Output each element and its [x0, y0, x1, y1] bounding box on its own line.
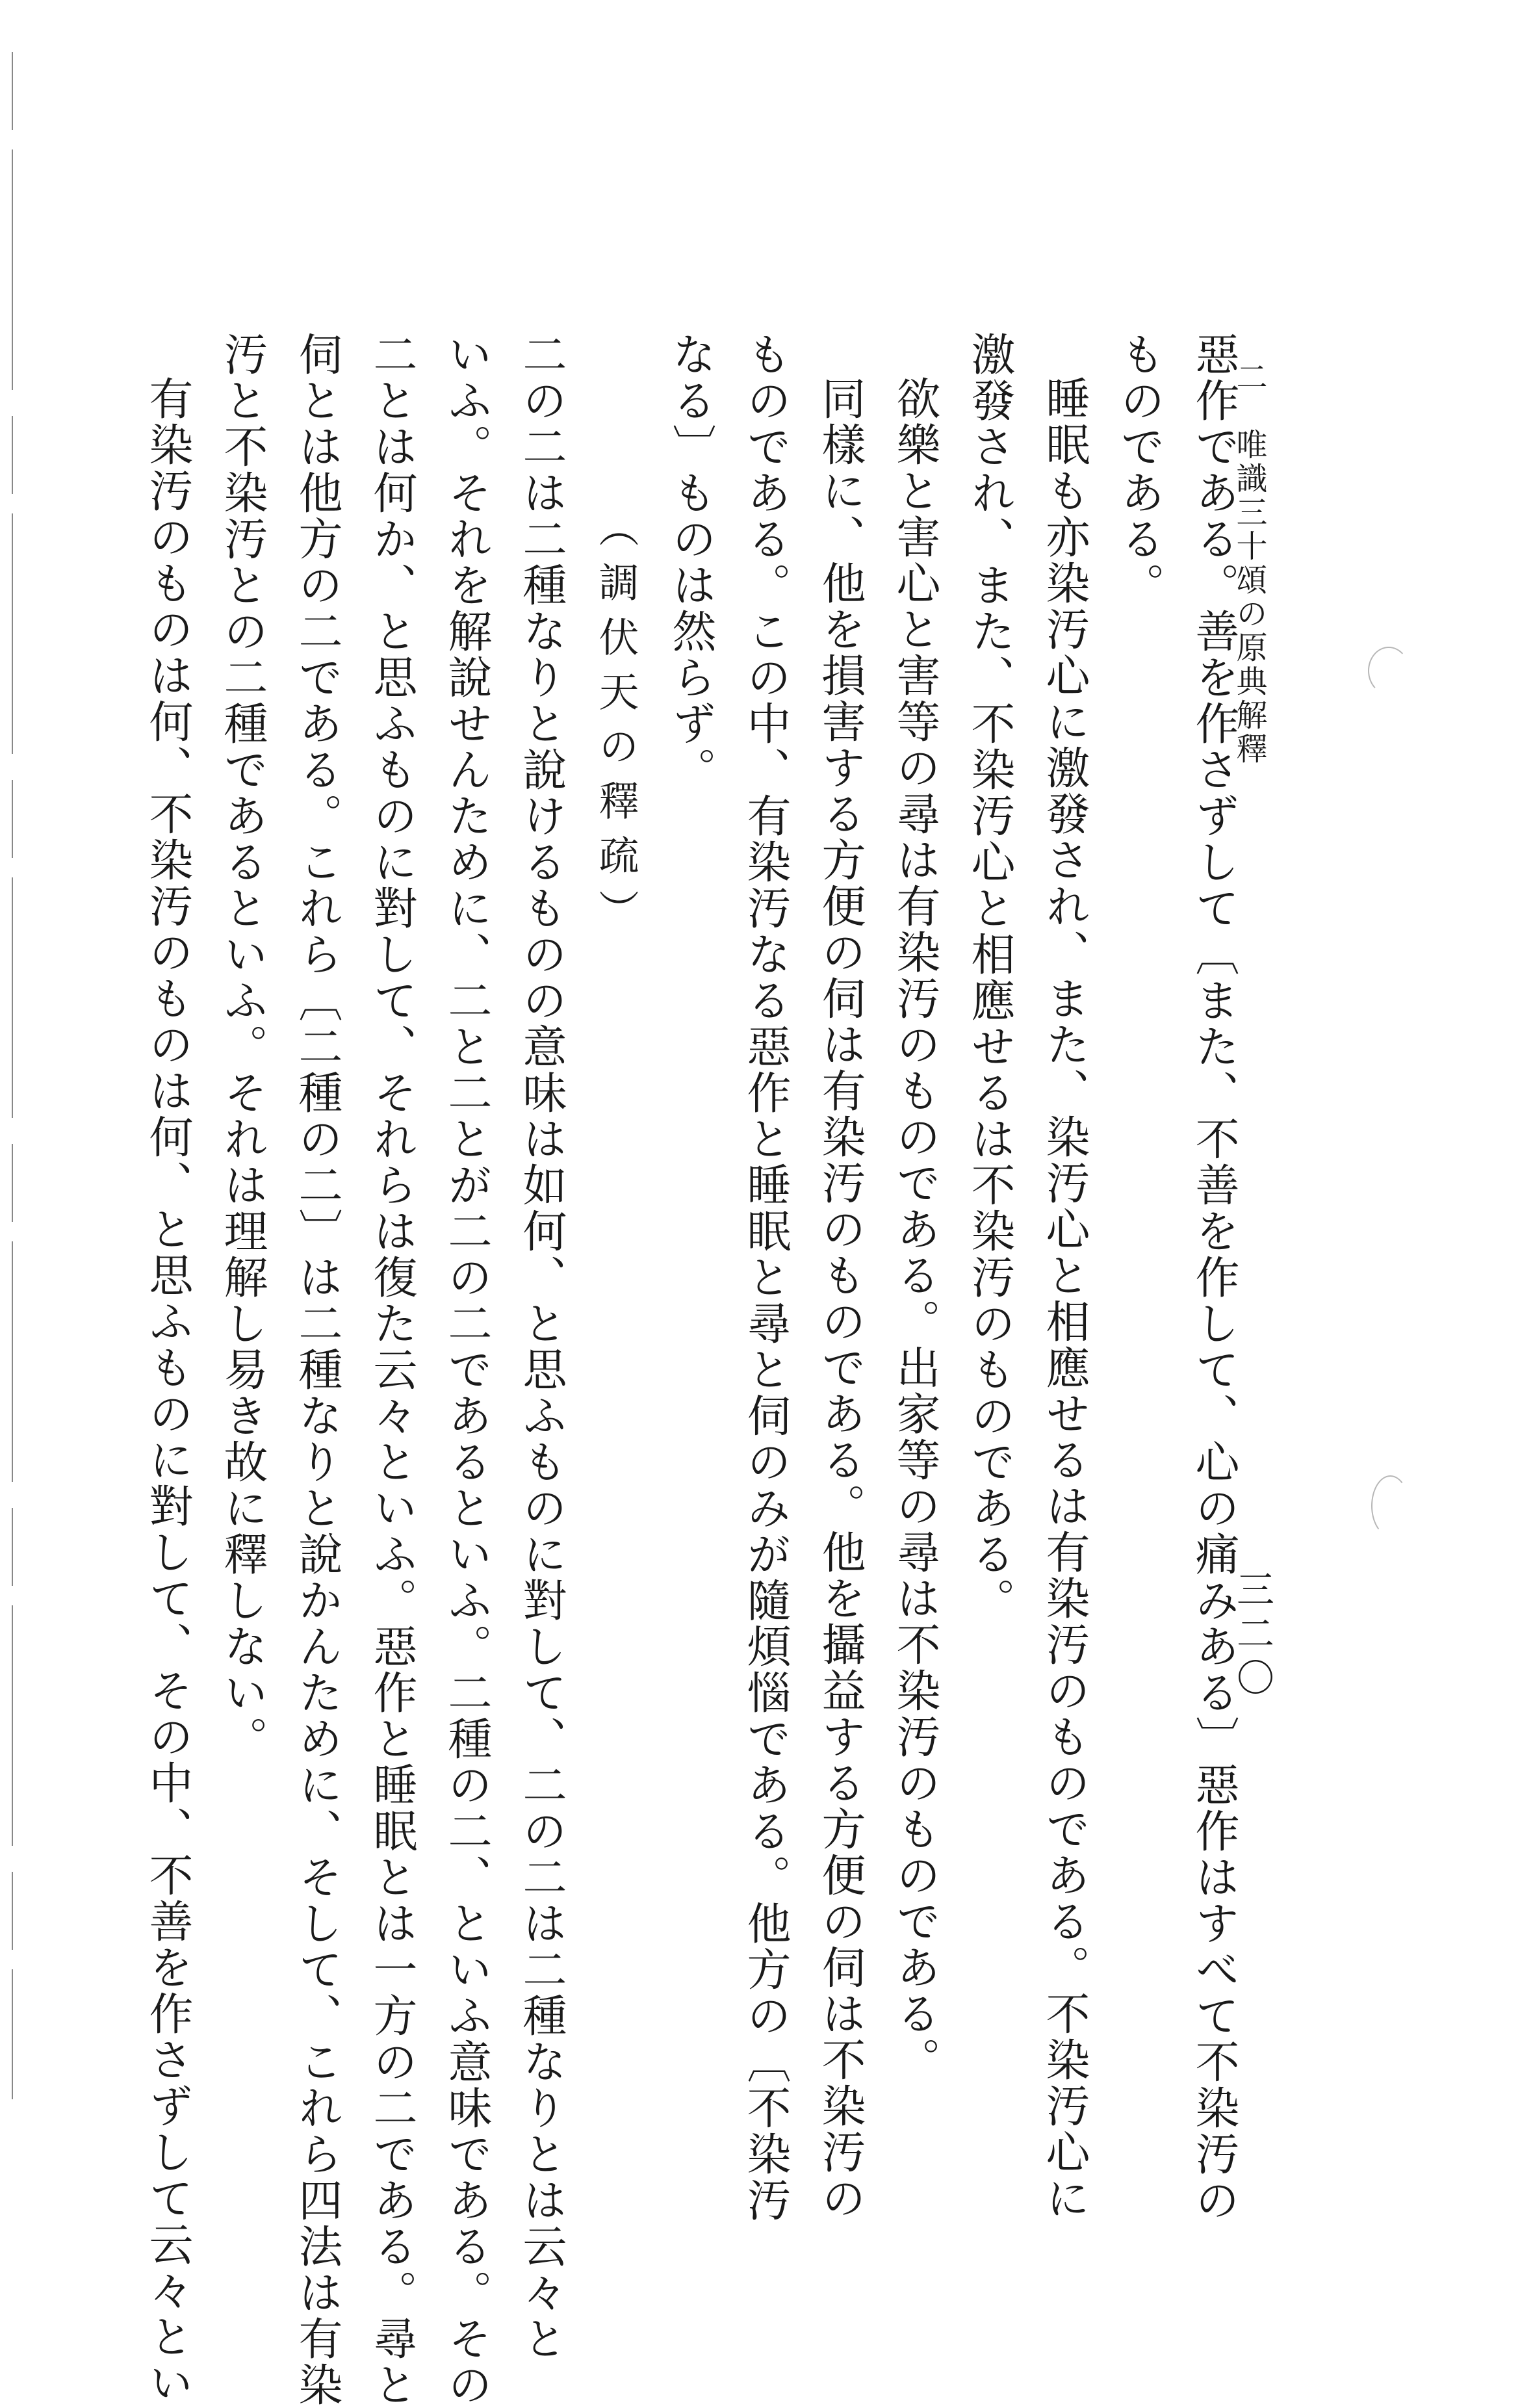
- text-line: 二とは何か、と思ふものに對して、それらは復た云々といふ。惡作と睡眠とは一方の二である。尋と: [366, 331, 417, 2408]
- chapter-title: 二 唯識三十頌の原典解釋: [1231, 361, 1267, 766]
- text-line: ものである。: [1113, 331, 1165, 608]
- section-heading: （調伏天の釋疏）: [592, 507, 639, 944]
- text-line: 睡眠も亦染汚心に激發され、また、染汚心と相應せるは有染汚のものである。不染汚心に: [1038, 376, 1090, 2221]
- text-line: 二の二は二種なりと說けるものの意味は如何、と思ふものに對して、二の二は二種なりとは云々と: [515, 331, 567, 2362]
- page-number: 三二〇: [1230, 1570, 1274, 1702]
- scan-artifact: [1371, 1475, 1410, 1536]
- text-line: 同樣に、他を損害する方便の伺は有染汚のものである。他を攝益する方便の伺は不染汚の: [814, 376, 866, 2221]
- binding-edge: [12, 52, 13, 2099]
- text-line: 有染汚のものは何、不染汚のものは何、と思ふものに對して、その中、不善を作さずして云々とい: [142, 376, 193, 2406]
- scan-artifact: [1368, 647, 1410, 695]
- text-line: なる〕ものは然らず。: [665, 331, 716, 793]
- text-line: 汚と不染汚との二種であるといふ。それは理解し易き故に釋しない。: [216, 331, 268, 1762]
- text-line: いふ。それを解說せんために、二と二とが二の二であるといふ。二種の二、といふ意味である。その: [441, 331, 492, 2408]
- text-line: 激發され、また、不染汚心と相應せるは不染汚のものである。: [964, 331, 1015, 1624]
- text-line: 伺とは他方の二である。これら〔二種の二〕は二種なりと說かんために、そして、これら四法は有染: [291, 331, 342, 2408]
- text-line: 欲樂と害心と害等の尋は有染汚のものである。出家等の尋は不染汚のものである。: [889, 376, 940, 2083]
- vertical-text-body: [142, 331, 1251, 2408]
- text-line: 惡作である。善を作さずして〔また、不善を作して、心の痛みある〕惡作はすべて不染汚の: [1188, 331, 1239, 2223]
- text-line: ものである。この中、有染汚なる惡作と睡眠と尋と伺のみが隨煩惱である。他方の〔不染汚: [740, 331, 791, 2223]
